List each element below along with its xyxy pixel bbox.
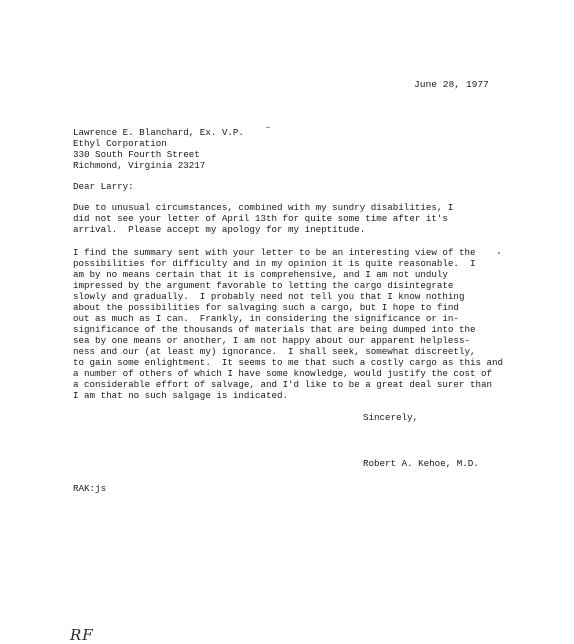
paragraph2-line: to gain some enlightment. It seems to me that such a costly cargo as this and: [73, 357, 504, 368]
paragraph2-line: am by no means certain that it is comprehensive, and I am not unduly: [73, 269, 448, 280]
paragraph1-line: Due to unusual circumstances, combined with my sundry disabilities, I: [73, 202, 454, 213]
recipient-street: 330 South Fourth Street: [73, 149, 200, 160]
paragraph2-line: a number of others of which I have some knowledge, would justify the cost of: [73, 368, 493, 379]
paragraph2-line: sea by one means or another, I am not happy about our apparent helpless-: [73, 335, 470, 346]
recipient-name: Lawrence E. Blanchard, Ex. V.P.: [73, 127, 244, 138]
letter-date: June 28, 1977: [414, 79, 489, 90]
paragraph2-line: impressed by the argument favorable to letting the cargo disintegrate: [73, 280, 454, 291]
typist-initials: RAK:js: [73, 483, 107, 494]
paragraph1-line: did not see your letter of April 13th for quite some time after it's: [73, 213, 448, 224]
closing: Sincerely,: [363, 412, 419, 423]
salutation: Dear Larry:: [73, 181, 134, 192]
bottom-margin-mark: RF: [70, 626, 94, 644]
recipient-city: Richmond, Virginia 23217: [73, 160, 206, 171]
paragraph2-line: a considerable effort of salvage, and I'd like to be a great deal surer than: [73, 379, 493, 390]
recipient-company: Ethyl Corporation: [73, 138, 167, 149]
paragraph2-line: ness and our (at least my) ignorance. I shall seek, somewhat discreetly,: [73, 346, 476, 357]
paragraph2-line: slowly and gradually. I probably need not tell you that I know nothing: [73, 291, 465, 302]
paragraph2-line: I find the summary sent with your letter to be an interesting view of the: [73, 247, 476, 258]
paragraph1-line: arrival. Please accept my apology for my ineptitude.: [73, 224, 366, 235]
signature: Robert A. Kehoe, M.D.: [363, 458, 479, 469]
paragraph2-line: out as much as I can. Frankly, in considering the significance or in-: [73, 313, 459, 324]
scan-speck: [266, 127, 270, 128]
paragraph2-line: possibilities for difficulty and in my opinion it is quite reasonable. I: [73, 258, 476, 269]
paragraph2-line: significance of the thousands of materials that are being dumped into the: [73, 324, 476, 335]
paragraph2-line: I am that no such salgage is indicated.: [73, 390, 289, 401]
paragraph2-line: about the possibilities for salvaging such a cargo, but I hope to find: [73, 302, 459, 313]
scan-speck: [498, 252, 500, 254]
